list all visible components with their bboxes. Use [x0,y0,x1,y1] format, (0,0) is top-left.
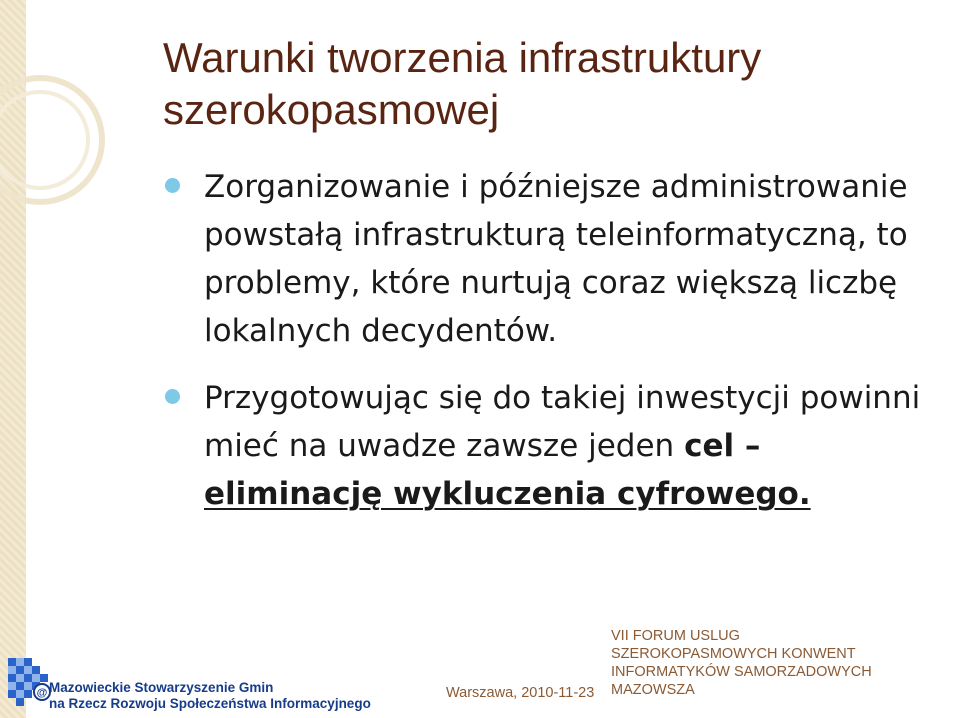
bullet-dot-icon [165,178,180,193]
bullet-list [162,163,932,518]
event-line: SZEROKOPASMOWYCH KONWENT [611,646,856,662]
logo-text [49,680,371,712]
bullet-text: Zorganizowanie i późniejsze administrowanie powstałą infrastrukturą teleinformatyczną, to problemy, które nurtują coraz większą liczbę lokalnych decydentów. [204,169,908,349]
slide-title: Warunki tworzenia infrastruktury szerokopasmowej [163,34,762,133]
bullet-dot-icon [165,389,180,404]
footer-date: Warszawa, 2010-11-23 [446,685,595,701]
logo-line: Mazowieckie Stowarzyszenie Gmin [49,680,274,695]
event-line: MAZOWSZA [611,682,695,698]
bullet-dash: – [734,428,761,464]
logo-line: na Rzecz Rozwoju Społeczeństwa Informacyjnego [49,696,371,711]
bullet-item [162,163,932,355]
svg-text:@: @ [36,687,48,699]
bullet-bold-word: cel [684,428,735,464]
bullet-text: Przygotowując się do takiej inwestycji powinni mieć na uwadze zawsze jeden [204,380,921,464]
event-line: INFORMATYKÓW SAMORZADOWYCH [611,664,872,680]
decorative-arcs [0,70,140,230]
event-name [611,627,911,699]
organization-logo [4,652,371,716]
bullet-emphasis: eliminację wykluczenia cyfrowego. [204,476,811,512]
bullet-item [162,374,932,518]
event-line: VII FORUM USLUG [611,628,740,644]
